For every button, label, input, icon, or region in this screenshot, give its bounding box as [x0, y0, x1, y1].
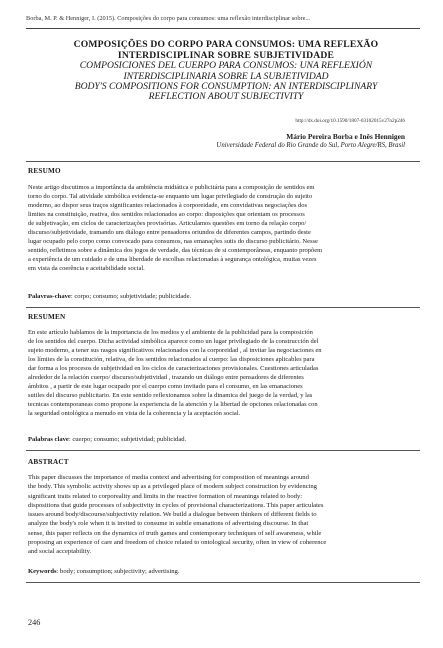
resumo-line: em vista da coerência e aceitabilidade social. — [28, 265, 145, 273]
resumen-top-divider — [26, 307, 420, 308]
abstract-line: proposing an experience of care and freedom of choice related to ontological security, often in view of coherence — [28, 539, 327, 547]
title-english-line-2: REFLECTION ABOUT SUBJECTIVITY — [148, 91, 304, 103]
resumo-line: sentido, refletimos sobre a dinâmica dos jogos de verdade, das técnicas de si contemporâneas, enquanto propõem — [28, 247, 323, 255]
page-number: 246 — [28, 618, 41, 627]
abstract-heading: ABSTRACT — [28, 458, 69, 466]
resumen-line: sujeto moderno, a tener sus rasgos significativos relacionados con la corporeidad , al invitar las negociaciones en — [28, 347, 322, 355]
title-english-line-1: BODY'S COMPOSITIONS FOR CONSUMPTION: AN INTERDISCIPLINARY — [74, 81, 378, 92]
abstract-top-divider — [26, 450, 420, 451]
resumen-body — [28, 328, 412, 418]
resumo-line: lugar ocupado pelo corpo como convocado para consumos, nas emanações sutis do discurso publicitário. Nesse — [28, 238, 318, 246]
resumen-keywords — [28, 436, 412, 443]
authors: Mário Pereira Borba e Inês Hennigen — [286, 132, 405, 141]
abstract-line: the body. This symbolic activity shows up as a privileged place of modern subject construction by evidencing — [28, 483, 317, 491]
doi-link[interactable]: http://dx.doi.org/10.1590/1807-03102015v27n2p246 — [295, 118, 405, 124]
resumo-keywords-label: Palavras-chave — [28, 293, 71, 300]
resumo-line: moderno, ao dispor seus traços significantes relacionados à corporeidade, em convidativas negociações dos — [28, 202, 308, 210]
abstract-line: analyze the body's role when it is invited to consume in subtle emanations of advertising discourse. In that — [28, 520, 309, 528]
resumen-line: dar forma a los procesos de subjetividad en los ciclos de caracterizaciones provisionales. Cuestiones articuladas — [28, 365, 319, 373]
resumo-top-divider — [26, 161, 420, 162]
title-block — [46, 40, 406, 103]
title-spanish-line-1: COMPOSICIONES DEL CUERPO PARA CONSUMOS: UNA REFLEXIÓN — [79, 60, 373, 72]
abstract-body — [28, 473, 412, 557]
resumen-line: sutiles del discurso publicitario. En este sentido reflexionamos sobre la dinamica del juego de la verdad, y las — [28, 392, 313, 400]
resumo-line: discurso/subjetividade, tramando um diálogo entre pensadores oriundos de diferentes campos, partindo deste — [28, 229, 311, 237]
abstract-line: issues around body/discourse/subjectivity relation. We build a dialogue between thinkers of different fields to — [28, 511, 317, 519]
resumo-heading: RESUMO — [28, 167, 61, 175]
resumen-line: la seguridad ontológica a menudo en vista de la coherencia y la aceptación social. — [28, 410, 241, 418]
resumen-line: En este artículo hablamos de la importancia de los medios y el ambiente de la publicidad para la composición — [28, 329, 313, 336]
resumen-heading: RESUMEN — [28, 313, 66, 321]
affiliation: Universidade Federal do Rio Grande do Sul, Porto Alegre/RS, Brasil — [216, 141, 405, 149]
abstract-line: and social acceptability. — [28, 548, 92, 556]
resumen-line: alrededor de la relación cuerpo/ discurso/subjetividad , trazando un diálogo entre pensadores de diferentes — [28, 374, 304, 382]
abstract-bottom-divider — [26, 582, 420, 583]
resumo-line: a experiência de um cuidado e de uma liberdade de escolhas relacionadas à segurança ontológica, muitas vezes — [28, 256, 317, 264]
resumo-keywords-list: : corpo; consumo; subjetividade; publicidade. — [70, 293, 192, 300]
abstract-line: sense, this paper reflects on the dynamics of truth games and contemporary techniques of self awareness, while — [28, 529, 322, 537]
resumo-line: limites na constituição, reativa, dos sentidos relacionados ao corpo: disposições que orientam os processos — [28, 211, 305, 219]
resumen-line: de los sentidos del cuerpo. Dicha actividad simbólica aparece como un lugar privilegiado de la construcción del — [28, 338, 319, 346]
resumo-line: de subjetivação, em ciclos de caracterizações provisórias. Articulamos questões em torno da relação corpo/ — [28, 220, 307, 228]
resumen-line: ámbitos , a partir de este lugar ocupado por el cuerpo como invitado para el consumo, en las emanaciones — [28, 383, 303, 391]
abstract-keywords-list: : body; consumption; subjectivity; advertising. — [56, 568, 180, 575]
title-portuguese-line-1: COMPOSIÇÕES DO CORPO PARA CONSUMOS: UMA REFLEXÃO — [73, 39, 379, 50]
title-portuguese-line-2: INTERDISCIPLINAR SOBRE SUBJETIVIDADE — [117, 49, 335, 61]
resumo-keywords — [28, 293, 412, 300]
abstract-line: dispositions that guide processes of subjectivity in cycles of provisional characterizations. This paper articulates — [28, 501, 324, 509]
resumen-line: tecnicas contemporaneas como propone la experiencia de la atención y la libertad de opciones relacionadas con — [28, 401, 318, 409]
running-header: Borba, M. P. & Henniger, I. (2015). Composições do corpo para consumos: uma reflexão interdisciplinar sobre... — [26, 15, 311, 22]
abstract-keywords — [28, 568, 412, 575]
resumo-line: torno do corpo. Tal atividade simbólica evidencia-se enquanto um lugar privilegiado de construção do sujeito — [28, 193, 313, 201]
abstract-line: significant traits related to corporeality and limits in the reactive formation of meanings related to body: — [28, 492, 303, 500]
resumen-line: los límites de la constitución, relativa, de los sentidos relacionados al cuerpo: las disposiciones aplicables para — [28, 356, 315, 364]
abstract-line: This paper discusses the importance of media context and advertising for composition of meanings around — [28, 474, 309, 481]
resumo-line: Neste artigo discutimos a importância da ambiência midiática e publicitária para a composição de sentidos em — [28, 184, 315, 191]
title-spanish-line-2: INTERDISCIPLINARIA SOBRE LA SUBJETIVIDAD — [123, 70, 329, 82]
resumen-keywords-list: : cuerpo; consumo; subjetividad; publicidad. — [68, 436, 187, 443]
resumo-body — [28, 183, 412, 273]
header-divider — [26, 28, 420, 29]
abstract-keywords-label: Keywords — [28, 568, 57, 575]
resumen-keywords-label: Palabras clave — [28, 436, 69, 443]
